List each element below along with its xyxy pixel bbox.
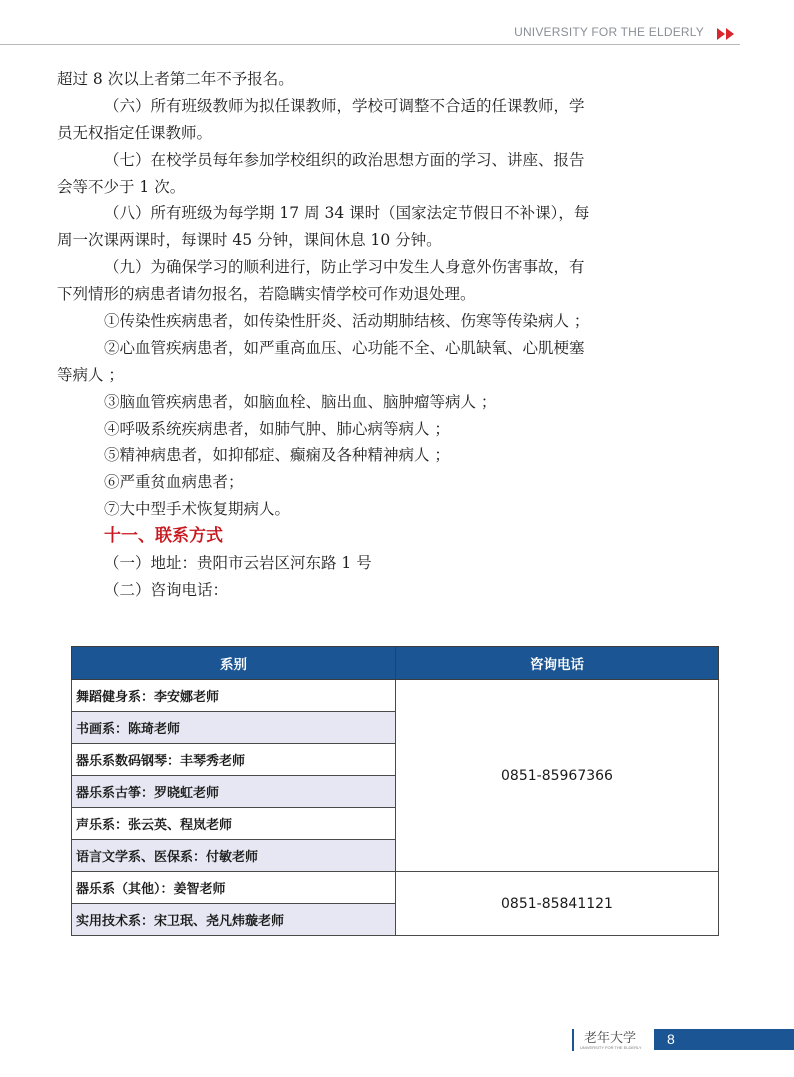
paragraph-line: （九）为确保学习的顺利进行，防止学习中发生人身意外伤害事故，有	[104, 258, 585, 277]
table-row	[72, 680, 719, 712]
department-cell: 实用技术系：宋卫珉、尧凡炜璇老师	[72, 904, 396, 936]
footer-divider	[572, 1029, 574, 1051]
department-cell: 舞蹈健身系：李安娜老师	[72, 680, 396, 712]
department-cell: 器乐系数码钢琴：丰琴秀老师	[72, 744, 396, 776]
list-item: ②心血管疾病患者，如严重高血压、心功能不全、心肌缺氧、心肌梗塞	[104, 338, 585, 357]
phone-cell	[396, 872, 719, 936]
list-item: ④呼吸系统疾病患者，如肺气肿、肺心病等病人 ；	[104, 419, 450, 438]
paragraph-line: 会等不少于 1 次。	[57, 177, 186, 196]
double-arrow-icon	[717, 27, 739, 41]
list-item: ⑦大中型手术恢复期病人。	[104, 500, 291, 519]
phone-number: 0851-85967366	[501, 767, 613, 784]
header-rule	[0, 44, 740, 45]
footer-title: 老年大学	[584, 1031, 637, 1046]
paragraph-line: 超过 8 次以上者第二年不予报名。	[57, 70, 294, 88]
table-row	[72, 872, 719, 904]
department-cell: 语言文学系、医保系：付敏老师	[72, 840, 396, 872]
paragraph-line: 下列情形的病患者请勿报名，若隐瞒实情学校可作劝退处理。	[57, 285, 476, 304]
column-header-phone: 咨询电话	[396, 647, 719, 680]
table-header-row	[72, 647, 719, 680]
footer-subtitle: UNIVERSITY FOR THE ELDERLY	[580, 1045, 642, 1050]
list-item: 等病人 ；	[57, 365, 124, 384]
body-text	[57, 66, 741, 604]
header-title: UNIVERSITY FOR THE ELDERLY	[514, 25, 704, 39]
paragraph-line: （七）在校学员每年参加学校组织的政治思想方面的学习、讲座、报告	[104, 150, 585, 169]
list-item: ⑥严重贫血病患者；	[104, 473, 244, 492]
phone-number: 0851-85841121	[501, 895, 613, 912]
list-item: ⑤精神病患者，如抑郁症、癫痫及各种精神病人 ；	[104, 446, 450, 465]
contact-table	[71, 646, 719, 936]
department-cell: 书画系：陈琦老师	[72, 712, 396, 744]
page-number: 8	[654, 1029, 794, 1050]
list-item: ③脑血管疾病患者，如脑血栓、脑出血、脑肿瘤等病人 ；	[104, 392, 497, 411]
department-cell: 声乐系：张云英、程岚老师	[72, 808, 396, 840]
paragraph-line: （六）所有班级教师为拟任课教师，学校可调整不合适的任课教师，学	[104, 96, 585, 115]
paragraph-line: 员无权指定任课教师。	[57, 123, 213, 142]
phone-cell	[396, 680, 719, 872]
phone-line: （二）咨询电话：	[104, 580, 229, 599]
section-heading: 十一、联系方式	[104, 526, 223, 547]
list-item: ①传染性疾病患者，如传染性肝炎、活动期肺结核、伤寒等传染病人 ；	[104, 312, 590, 331]
paragraph-line: （八）所有班级为每学期 17 周 34 课时（国家法定节假日不补课），每	[104, 204, 590, 223]
paragraph-line: 周一次课两课时，每课时 45 分钟，课间休息 10 分钟。	[57, 231, 442, 250]
department-cell: 器乐系（其他）：姜智老师	[72, 872, 396, 904]
column-header-department: 系别	[72, 647, 396, 680]
address-line: （一）地址：贵阳市云岩区河东路 1 号	[104, 554, 372, 573]
department-cell: 器乐系古筝：罗晓虹老师	[72, 776, 396, 808]
